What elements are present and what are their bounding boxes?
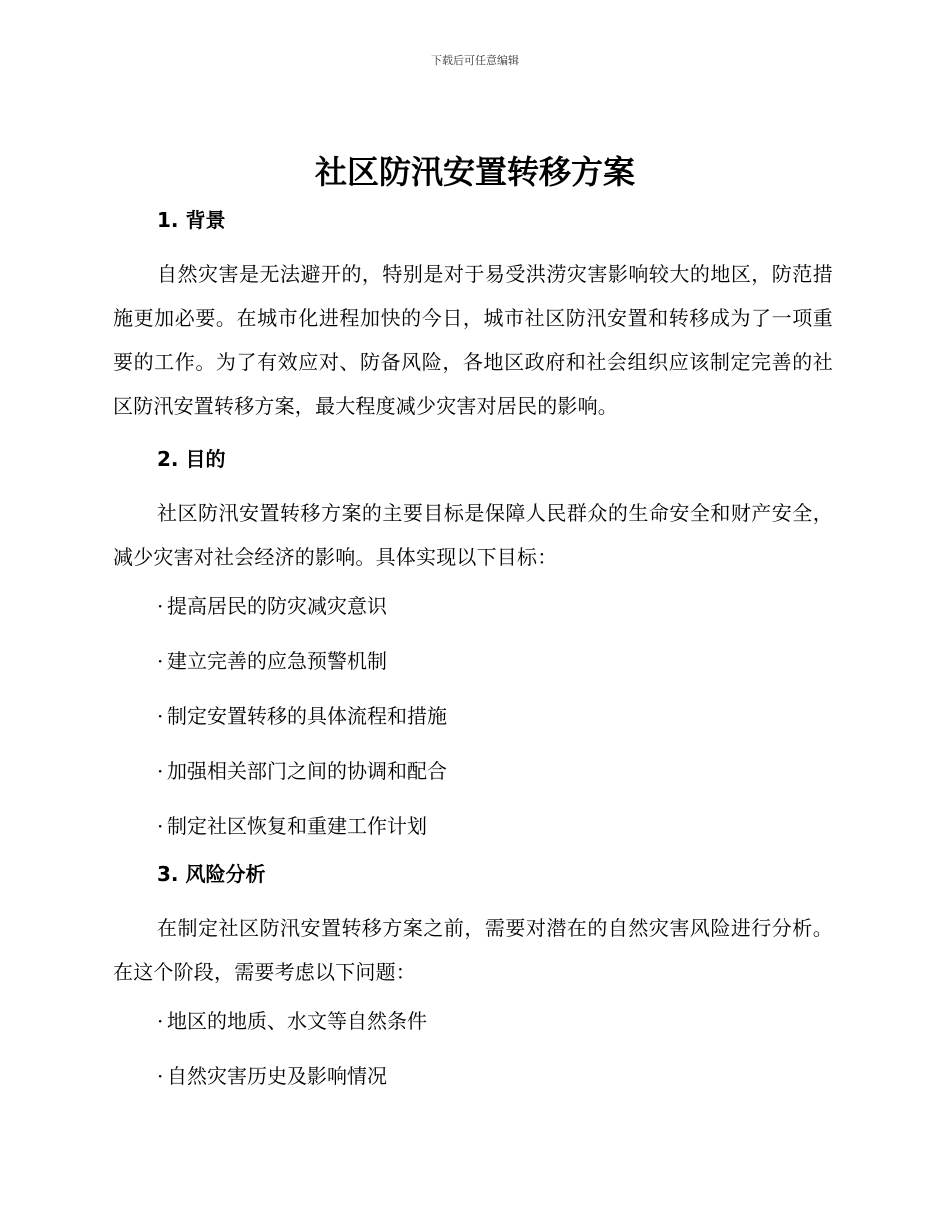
list-item (113, 689, 833, 744)
section-heading: 1. 背景 (157, 208, 226, 232)
bullet-dot-icon: · (157, 704, 164, 728)
section-risk-analysis (113, 854, 833, 1104)
bullet-list (113, 579, 833, 854)
bullet-dot-icon: · (157, 1009, 164, 1033)
bullet-dot-icon: · (157, 649, 164, 673)
document-body (113, 200, 833, 1104)
paragraph: 社区防汛安置转移方案的主要目标是保障人民群众的生命安全和财产安全，减少灾害对社会经济的影响。具体实现以下目标： (113, 501, 833, 569)
list-item-text: 提高居民的防灾减灾意识 (167, 594, 387, 618)
header-note: 下载后可任意编辑 (431, 54, 519, 67)
section-heading: 3. 风险分析 (157, 862, 266, 886)
list-item-text: 地区的地质、水文等自然条件 (167, 1009, 427, 1033)
list-item (113, 994, 833, 1049)
section-background (113, 200, 833, 428)
list-item (113, 799, 833, 854)
bullet-dot-icon: · (157, 1064, 164, 1088)
bullet-list (113, 994, 833, 1104)
list-item (113, 744, 833, 799)
section-purpose (113, 439, 833, 854)
document-title: 社区防汛安置转移方案 (314, 153, 635, 191)
bullet-dot-icon: · (157, 814, 164, 838)
list-item-text: 制定安置转移的具体流程和措施 (167, 704, 447, 728)
list-item-text: 制定社区恢复和重建工作计划 (167, 814, 427, 838)
list-item-text: 自然灾害历史及影响情况 (167, 1064, 387, 1088)
list-item-text: 建立完善的应急预警机制 (167, 649, 387, 673)
list-item (113, 634, 833, 689)
list-item-text: 加强相关部门之间的协调和配合 (167, 759, 447, 783)
section-heading: 2. 目的 (157, 447, 226, 471)
paragraph: 在制定社区防汛安置转移方案之前，需要对潜在的自然灾害风险进行分析。在这个阶段，需要考虑以下问题： (113, 916, 833, 984)
paragraph: 自然灾害是无法避开的，特别是对于易受洪涝灾害影响较大的地区，防范措施更加必要。在城市化进程加快的今日，城市社区防汛安置和转移成为了一项重要的工作。为了有效应对、防备风险，各地区政府和社会组织应该制定完善的社区防汛安置转移方案，最大程度减少灾害对居民的影响。 (113, 262, 833, 418)
list-item (113, 579, 833, 634)
bullet-dot-icon: · (157, 759, 164, 783)
list-item (113, 1049, 833, 1104)
bullet-dot-icon: · (157, 594, 164, 618)
